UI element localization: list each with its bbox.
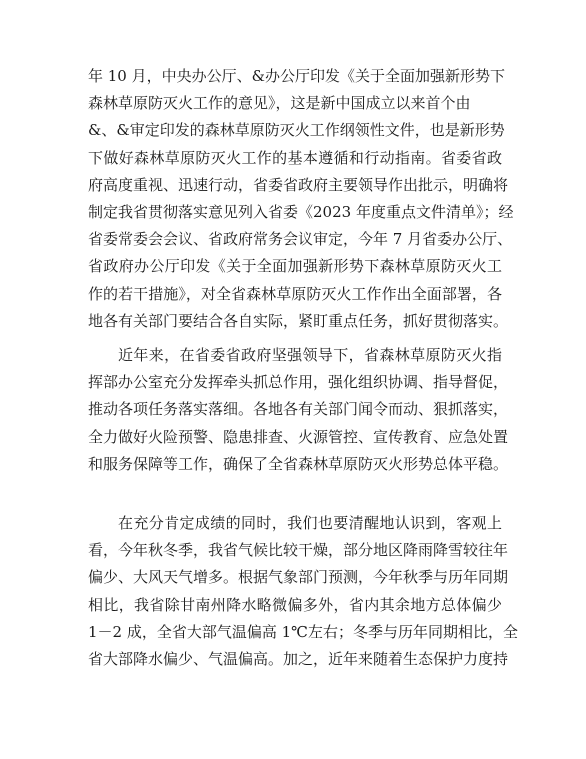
text-line: 下做好森林草原防灭火工作的基本遵循和行动指南。省委省政: [88, 148, 502, 167]
text-line: 省委常委会会议、省政府常务会议审定，今年 7 月省委办公厅、: [88, 230, 513, 249]
text-line: 挥部办公室充分发挥牵头抓总作用，强化组织协调、指导督促，: [88, 373, 509, 392]
paragraph-3: [88, 510, 518, 673]
text-line: 府高度重视、迅速行动，省委省政府主要领导作出批示，明确将: [88, 175, 509, 194]
text-line: 和服务保障等工作，确保了全省森林草原防灭火形势总体平稳。: [88, 454, 509, 473]
text-line: 省大部降水偏少、气温偏高。加之，近年来随着生态保护力度持: [88, 650, 509, 669]
text-line: 近年来，在省委省政府坚强领导下，省森林草原防灭火指: [118, 346, 502, 364]
text-line: 全力做好火险预警、隐患排查、火源管控、宣传教育、应急处置: [88, 427, 509, 446]
text-line: 省政府办公厅印发《关于全面加强新形势下森林草原防灭火工: [88, 257, 502, 276]
paragraph-1: [88, 63, 514, 335]
text-line: &、&审定印发的森林草原防灭火工作纲领性文件，也是新形势: [88, 121, 505, 140]
text-line: 在充分肯定成绩的同时，我们也要清醒地认识到，客观上: [118, 514, 502, 532]
paragraph-2: [88, 342, 509, 478]
text-line: 森林草原防灭火工作的意见》，这是新中国成立以来首个由: [88, 94, 471, 113]
text-line: 偏少、大风天气增多。根据气象部门预测，今年秋季与历年同期: [88, 568, 509, 587]
text-line: 推动各项任务落实落细。各地各有关部门闻令而动、狠抓落实，: [88, 400, 509, 419]
text-line: 制定我省贯彻落实意见列入省委《2023 年度重点文件清单》；经: [88, 203, 514, 222]
text-line: 作的若干措施》，对全省森林草原防灭火工作作出全面部署，各: [88, 284, 502, 303]
text-line: 地各有关部门要结合各自实际，紧盯重点任务，抓好贯彻落实。: [88, 311, 509, 330]
text-line: 年 10 月，中央办公厅、&办公厅印发《关于全面加强新形势下: [88, 67, 505, 85]
text-line: 看，今年秋冬季，我省气候比较干燥，部分地区降雨降雪较往年: [88, 541, 509, 560]
text-line: 相比，我省除甘南州降水略微偏多外，省内其余地方总体偏少: [88, 595, 502, 614]
text-line: 1－2 成，全省大部气温偏高 1℃左右；冬季与历年同期相比，全: [88, 622, 518, 641]
